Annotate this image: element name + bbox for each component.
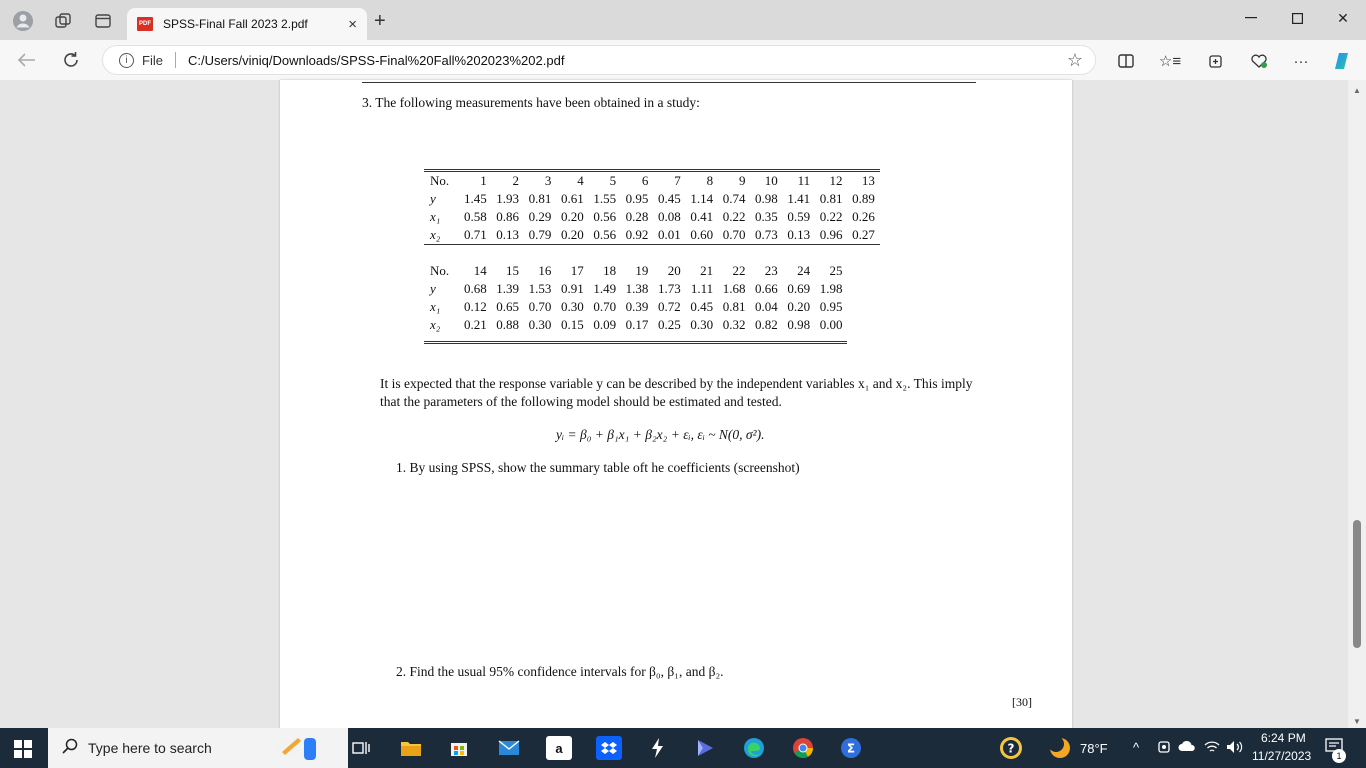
table-row (424, 316, 847, 334)
table-cell: 0.98 (755, 191, 778, 206)
table-cell: 0.29 (528, 209, 552, 224)
table-cell: 16 (538, 263, 552, 278)
table-cell: 1.11 (690, 281, 714, 296)
meet-now-icon[interactable] (1157, 740, 1171, 757)
minimize-button[interactable] (1236, 8, 1266, 28)
table-cell: 0.69 (787, 281, 811, 296)
table-cell: 0.15 (560, 317, 584, 332)
table-cell: 0.04 (755, 299, 778, 314)
weather-icon[interactable] (1048, 736, 1072, 763)
table-cell: 0.32 (722, 317, 746, 332)
file-explorer-icon[interactable] (398, 736, 424, 760)
table-cell: 0.70 (528, 299, 552, 314)
table-cell: 1.14 (690, 191, 714, 206)
row-label: x₂ (430, 227, 441, 242)
volume-icon[interactable] (1226, 740, 1244, 757)
dropbox-icon[interactable] (596, 736, 622, 760)
vertical-scrollbar[interactable] (1348, 80, 1366, 728)
table-cell: 0.56 (593, 227, 617, 242)
edge-icon[interactable] (741, 736, 767, 760)
table-cell: 19 (635, 263, 649, 278)
wifi-icon[interactable] (1204, 740, 1220, 757)
close-window-button[interactable]: ✕ (1337, 9, 1349, 26)
table-cell: 0.21 (463, 317, 487, 332)
start-button[interactable] (14, 740, 32, 758)
row-label: x₁ (430, 209, 441, 224)
table-cell: 25 (829, 263, 843, 278)
table-cell: 0.13 (787, 227, 811, 242)
table-row (424, 226, 880, 245)
table-cell: 0.20 (787, 299, 811, 314)
row-label: x₁ (430, 299, 441, 314)
table-cell: 0.61 (560, 191, 584, 206)
table-cell: 10 (764, 173, 778, 188)
table-cell: 15 (506, 263, 520, 278)
table-cell: 0.70 (593, 299, 617, 314)
table-cell: 1.49 (593, 281, 617, 296)
onedrive-icon[interactable] (1178, 740, 1196, 755)
copilot-icon[interactable] (1331, 50, 1355, 72)
new-tab-button[interactable]: + (374, 10, 386, 32)
table-cell: 0.95 (625, 191, 649, 206)
performance-heart-icon[interactable] (1247, 50, 1271, 72)
tab-actions-icon[interactable] (90, 8, 116, 34)
chrome-icon[interactable] (790, 736, 816, 760)
profile-icon[interactable] (10, 8, 36, 34)
table-row (424, 190, 880, 208)
table-cell: 0.88 (496, 317, 520, 332)
mail-icon[interactable] (496, 736, 522, 760)
table-cell: 1.55 (593, 191, 617, 206)
store-icon[interactable] (446, 736, 472, 760)
table-row (424, 208, 880, 226)
table-cell: 14 (473, 263, 487, 278)
table-cell: 0.35 (755, 209, 778, 224)
table-cell: 4 (577, 173, 584, 188)
row-label: y (430, 191, 436, 206)
table-cell: 0.60 (690, 227, 714, 242)
table-cell: 13 (861, 173, 875, 188)
tab-title: SPSS-Final Fall 2023 2.pdf (163, 17, 308, 31)
table-cell: 0.65 (496, 299, 520, 314)
collections-icon[interactable] (1203, 50, 1227, 72)
table-cell: 0.12 (463, 299, 487, 314)
search-placeholder: Type here to search (88, 740, 212, 756)
table-cell: 0.89 (852, 191, 875, 206)
table-cell: 3 (544, 173, 552, 188)
table-cell: 0.86 (496, 209, 520, 224)
table-cell: 17 (570, 263, 584, 278)
table-cell: 0.30 (528, 317, 552, 332)
amazon-icon[interactable]: a (546, 736, 572, 760)
table-cell: 0.91 (560, 281, 584, 296)
table-cell: 0.96 (819, 227, 843, 242)
svg-text:Σ: Σ (846, 741, 856, 756)
sigma-app-icon[interactable] (838, 736, 864, 760)
table-cell: 0.22 (819, 209, 843, 224)
row-label: x₂ (430, 317, 441, 332)
taskbar (0, 728, 1366, 768)
scroll-up-icon[interactable]: ▲ (1353, 86, 1361, 95)
table-cell: 0.92 (625, 227, 649, 242)
site-info-icon[interactable]: i (119, 53, 134, 68)
pdf-icon: PDF (137, 17, 153, 31)
table-row (424, 280, 847, 298)
refresh-icon[interactable] (58, 48, 84, 72)
table-cell: 8 (706, 173, 714, 188)
maximize-button[interactable] (1282, 8, 1312, 28)
table-cell: 1.38 (625, 281, 649, 296)
back-icon[interactable] (14, 48, 40, 72)
table-row (424, 298, 847, 316)
close-tab-icon[interactable]: × (348, 15, 357, 33)
table-cell: 20 (667, 263, 681, 278)
question-3-text: 3. The following measurements have been obtained in a study: (362, 95, 700, 110)
table-cell: 5 (609, 173, 617, 188)
clock-time[interactable]: 6:24 PM (1261, 731, 1306, 745)
table-cell: 9 (738, 173, 746, 188)
table-cell: 0.59 (787, 209, 811, 224)
row-label: No. (430, 263, 450, 278)
table-cell: 0.98 (787, 317, 811, 332)
table-cell: 1.41 (787, 191, 811, 206)
scheme-label: File (142, 52, 163, 68)
table-cell: 1.93 (496, 191, 520, 206)
table-cell: 23 (764, 263, 778, 278)
power-automate-icon[interactable] (692, 736, 718, 760)
table-cell: 0.09 (593, 317, 617, 332)
table-cell: 0.72 (658, 299, 681, 314)
table-spacer (424, 334, 847, 342)
table-cell: 0.22 (722, 209, 746, 224)
measurements-table-2 (424, 262, 847, 344)
row-label: y (430, 281, 436, 296)
tab-pdf[interactable] (127, 8, 367, 40)
measurements-table-1 (424, 169, 880, 245)
table-cell: 0.41 (690, 209, 714, 224)
table-cell: 2 (512, 173, 520, 188)
header-rule (362, 82, 976, 83)
model-equation: yᵢ = β₀ + β₁x₁ + β₂x₂ + εᵢ, εᵢ ~ N(0, σ²). (556, 427, 765, 442)
bolt-app-icon[interactable] (644, 736, 670, 760)
table-cell: 0.20 (560, 209, 584, 224)
workspaces-icon[interactable] (50, 8, 76, 34)
marks-label: [30] (1012, 695, 1032, 709)
table-cell: 12 (829, 173, 843, 188)
table-cell: 0.81 (819, 191, 843, 206)
title-bar (0, 0, 1366, 40)
address-separator (175, 52, 176, 68)
task-item-1: 1. By using SPSS, show the summary table oft he coefficients (screenshot) (396, 460, 800, 475)
table-cell: 0.68 (463, 281, 487, 296)
table-cell: 11 (797, 173, 811, 188)
table-cell: 0.13 (496, 227, 520, 242)
table-cell: 0.26 (852, 209, 875, 224)
table-cell: 0.81 (722, 299, 746, 314)
table-cell: 0.56 (593, 209, 617, 224)
table-cell: 0.79 (528, 227, 552, 242)
table-cell: 22 (732, 263, 746, 278)
favorite-star-icon[interactable]: ☆ (1066, 49, 1083, 70)
problem-paragraph: It is expected that the response variable y can be described by the independent variables x₁ and x₂. This imply that the parameters of the following model should be estimated and tested. (380, 376, 973, 409)
table-cell: 1.45 (463, 191, 487, 206)
table-cell: 0.00 (819, 317, 843, 332)
table-cell: 0.27 (852, 227, 875, 242)
table-cell: 0.70 (722, 227, 746, 242)
table-cell: 1.73 (658, 281, 681, 296)
table-cell: 24 (797, 263, 811, 278)
table-cell: 1 (480, 173, 487, 188)
table-cell: 0.08 (658, 209, 681, 224)
address-bar[interactable] (102, 45, 1096, 75)
task-item-2: 2. Find the usual 95% confidence intervals for β₀, β₁, and β₂. (396, 664, 724, 679)
table-cell: 0.30 (690, 317, 714, 332)
table-cell: 1.39 (496, 281, 520, 296)
table-cell: 0.39 (625, 299, 649, 314)
url-text[interactable]: C:/Users/viniq/Downloads/SPSS-Final%20Fall%202023%202.pdf (187, 52, 565, 68)
table-cell: 0.17 (625, 317, 649, 332)
table-cell: 0.82 (755, 317, 778, 332)
table-cell: 1.53 (528, 281, 552, 296)
svg-text:?: ? (1007, 741, 1015, 756)
split-screen-icon[interactable] (1114, 50, 1138, 72)
nav-bar (0, 40, 1366, 80)
table-cell: 0.74 (722, 191, 746, 206)
table-cell: 1.68 (722, 281, 746, 296)
table-cell: 0.25 (658, 317, 681, 332)
table-cell: 0.66 (755, 281, 778, 296)
favorites-icon[interactable]: ☆≡ (1158, 53, 1182, 70)
table-cell: 1.98 (819, 281, 843, 296)
more-options-icon[interactable]: ··· (1293, 52, 1309, 70)
notification-count-badge: 1 (1332, 749, 1346, 763)
scroll-down-icon[interactable]: ▼ (1353, 717, 1361, 726)
table-cell: 18 (603, 263, 617, 278)
table-cell: 7 (674, 173, 681, 188)
table-cell: 21 (700, 263, 714, 278)
table-cell: 0.58 (463, 209, 487, 224)
search-icon (62, 738, 78, 759)
task-view-icon[interactable] (348, 736, 374, 760)
table-cell: 0.71 (463, 227, 487, 242)
row-label: No. (430, 173, 450, 188)
table-cell: 0.28 (625, 209, 649, 224)
weather-temp[interactable]: 78°F (1080, 741, 1108, 756)
table-cell: 0.81 (528, 191, 552, 206)
table-cell: 0.30 (560, 299, 584, 314)
table-cell: 0.45 (690, 299, 714, 314)
pdf-viewer (0, 80, 1366, 728)
table-cell: 0.95 (819, 299, 843, 314)
show-hidden-icons[interactable]: ^ (1133, 740, 1140, 755)
table-row (424, 171, 880, 191)
help-icon[interactable] (999, 736, 1023, 763)
table-cell: 0.73 (755, 227, 778, 242)
scroll-thumb[interactable] (1353, 520, 1361, 648)
table-cell: 6 (641, 173, 649, 188)
pen-app-icon[interactable] (272, 736, 322, 760)
table-row (424, 262, 847, 280)
pdf-page (280, 80, 1072, 728)
table-cell: 0.20 (560, 227, 584, 242)
clock-date[interactable]: 11/27/2023 (1252, 749, 1312, 763)
table-cell: 0.45 (658, 191, 681, 206)
table-cell: 0.01 (658, 227, 681, 242)
